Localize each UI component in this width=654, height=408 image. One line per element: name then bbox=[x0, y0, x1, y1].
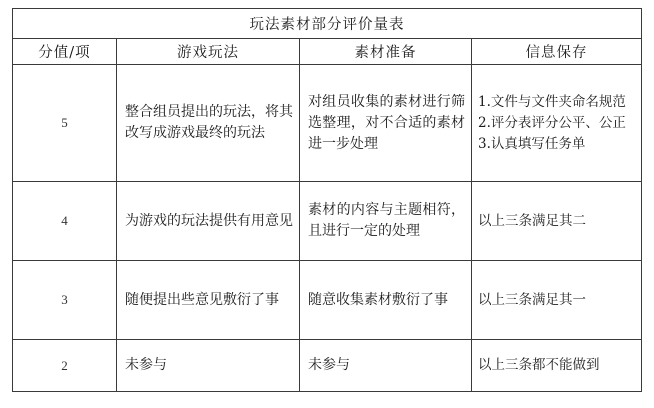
materials-cell: 素材的内容与主题相符，且进行一定的处理 bbox=[300, 182, 472, 261]
header-gameplay: 游戏玩法 bbox=[117, 39, 300, 65]
header-materials: 素材准备 bbox=[300, 39, 472, 65]
materials-cell: 未参与 bbox=[300, 340, 472, 392]
gameplay-cell: 为游戏的玩法提供有用意见 bbox=[117, 182, 300, 261]
info-cell bbox=[472, 261, 642, 340]
info-line: 以上三条满足其二 bbox=[478, 212, 586, 229]
table-row bbox=[13, 182, 642, 261]
score-cell: 4 bbox=[13, 182, 117, 261]
header-row bbox=[13, 39, 642, 65]
header-score: 分值/项 bbox=[13, 39, 117, 65]
gameplay-cell: 整合组员提出的玩法，将其改写成游戏最终的玩法 bbox=[117, 65, 300, 182]
table-row bbox=[13, 261, 642, 340]
info-line: 3.认真填写任务单 bbox=[478, 135, 586, 152]
materials-cell: 随意收集素材敷衍了事 bbox=[300, 261, 472, 340]
header-info: 信息保存 bbox=[472, 39, 642, 65]
info-line: 以上三条满足其一 bbox=[478, 291, 586, 308]
title-row bbox=[13, 9, 642, 39]
score-cell: 2 bbox=[13, 340, 117, 392]
info-line: 以上三条都不能做到 bbox=[478, 357, 600, 373]
info-cell bbox=[472, 182, 642, 261]
table-row bbox=[13, 65, 642, 182]
materials-cell: 对组员收集的素材进行筛选整理，对不合适的素材进一步处理 bbox=[300, 65, 472, 182]
evaluation-rubric-table bbox=[12, 8, 642, 392]
info-cell bbox=[472, 65, 642, 182]
table-title: 玩法素材部分评价量表 bbox=[13, 9, 642, 39]
gameplay-cell: 随便提出些意见敷衍了事 bbox=[117, 261, 300, 340]
gameplay-cell: 未参与 bbox=[117, 340, 300, 392]
info-line: 1.文件与文件夹命名规范 bbox=[478, 93, 626, 110]
info-line: 2.评分表评分公平、公正 bbox=[478, 114, 626, 131]
table-row bbox=[13, 340, 642, 392]
score-cell: 5 bbox=[13, 65, 117, 182]
info-cell bbox=[472, 340, 642, 392]
score-cell: 3 bbox=[13, 261, 117, 340]
